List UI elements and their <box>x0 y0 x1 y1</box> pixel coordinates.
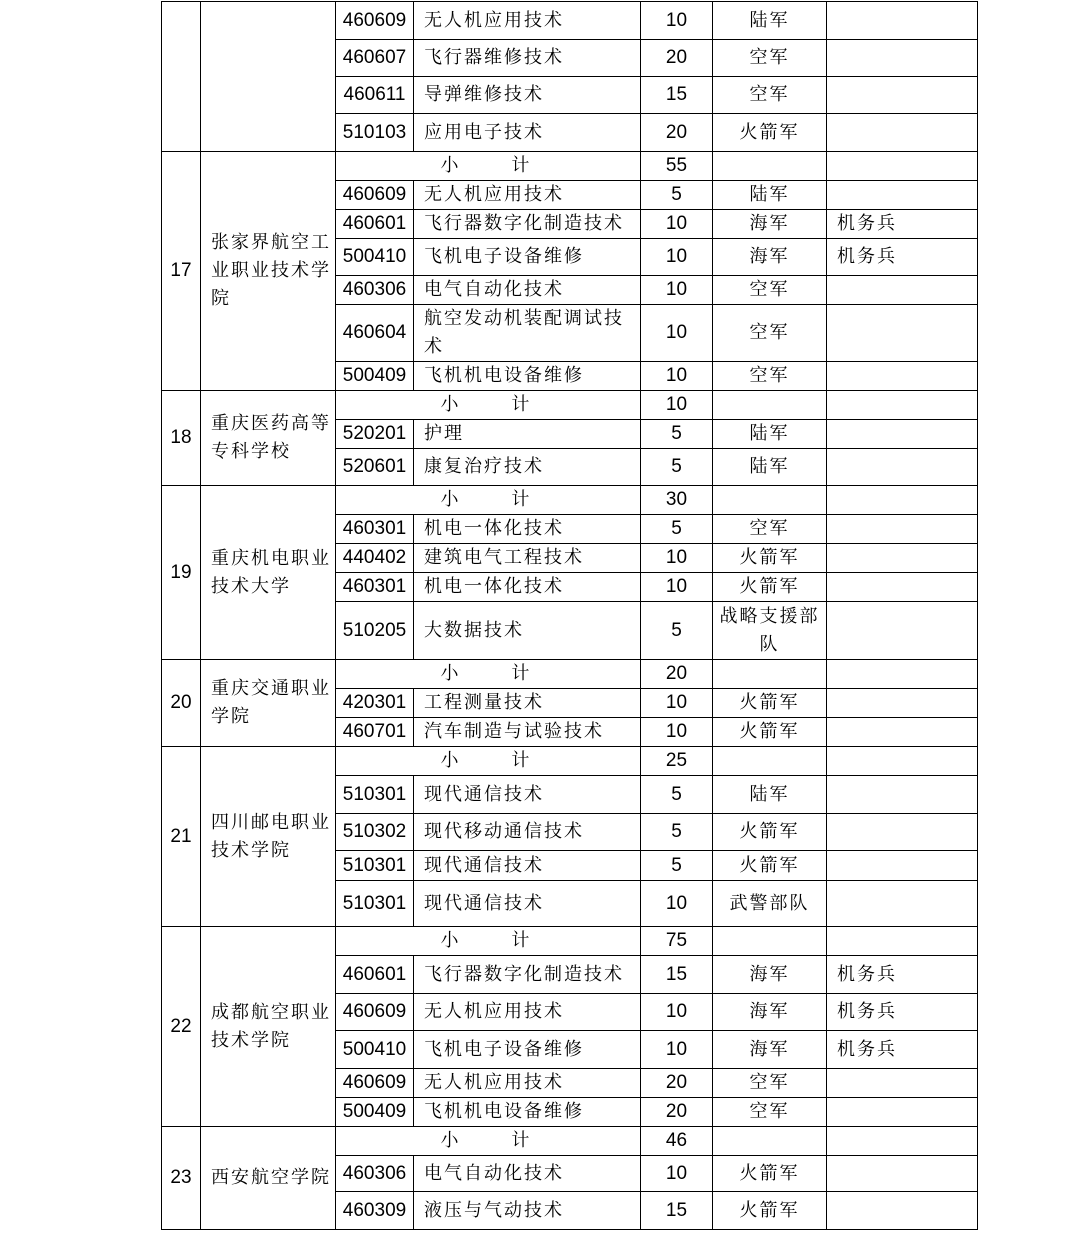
enrollment-count: 5 <box>641 851 713 881</box>
empty-cell <box>827 391 978 420</box>
row-number <box>162 2 201 152</box>
remark <box>827 1192 978 1230</box>
major-code: 460609 <box>336 2 414 40</box>
empty-cell <box>713 1127 827 1156</box>
major-name: 飞机机电设备维修 <box>414 362 641 391</box>
subtotal-row <box>162 927 978 956</box>
school-name: 张家界航空工业职业技术学院 <box>201 152 336 391</box>
table-row <box>162 2 978 40</box>
subtotal-label: 小 计 <box>336 486 641 515</box>
enrollment-count: 10 <box>641 239 713 276</box>
major-name: 机电一体化技术 <box>414 515 641 544</box>
school-name: 重庆交通职业学院 <box>201 660 336 747</box>
major-name: 汽车制造与试验技术 <box>414 718 641 747</box>
empty-cell <box>713 486 827 515</box>
enrollment-count: 10 <box>641 210 713 239</box>
remark <box>827 362 978 391</box>
major-code: 500410 <box>336 239 414 276</box>
empty-cell <box>827 486 978 515</box>
table-body <box>162 2 978 1230</box>
enrollment-count: 10 <box>641 276 713 305</box>
empty-cell <box>827 152 978 181</box>
enrollment-count: 10 <box>641 305 713 362</box>
major-code: 500409 <box>336 1098 414 1127</box>
school-name: 四川邮电职业技术学院 <box>201 747 336 927</box>
major-code: 460301 <box>336 515 414 544</box>
empty-cell <box>713 660 827 689</box>
major-code: 460607 <box>336 40 414 77</box>
service-branch: 空军 <box>713 77 827 114</box>
enrollment-count: 10 <box>641 2 713 40</box>
school-name: 重庆机电职业技术大学 <box>201 486 336 660</box>
major-name: 建筑电气工程技术 <box>414 544 641 573</box>
remark <box>827 718 978 747</box>
service-branch: 空军 <box>713 362 827 391</box>
remark <box>827 1069 978 1098</box>
major-code: 460309 <box>336 1192 414 1230</box>
service-branch: 陆军 <box>713 2 827 40</box>
subtotal-count: 75 <box>641 927 713 956</box>
remark <box>827 689 978 718</box>
empty-cell <box>827 660 978 689</box>
service-branch: 陆军 <box>713 181 827 210</box>
remark <box>827 515 978 544</box>
subtotal-count: 20 <box>641 660 713 689</box>
service-branch: 武警部队 <box>713 881 827 927</box>
major-name: 飞行器数字化制造技术 <box>414 210 641 239</box>
subtotal-row <box>162 660 978 689</box>
remark: 机务兵 <box>827 956 978 994</box>
row-number: 19 <box>162 486 201 660</box>
major-name: 电气自动化技术 <box>414 276 641 305</box>
subtotal-row <box>162 391 978 420</box>
major-code: 510302 <box>336 814 414 851</box>
enrollment-count: 10 <box>641 362 713 391</box>
service-branch: 战略支援部队 <box>713 602 827 660</box>
major-code: 510301 <box>336 851 414 881</box>
major-name: 现代通信技术 <box>414 881 641 927</box>
remark <box>827 776 978 814</box>
service-branch: 火箭军 <box>713 544 827 573</box>
empty-cell <box>713 152 827 181</box>
subtotal-row <box>162 486 978 515</box>
school-name: 成都航空职业技术学院 <box>201 927 336 1127</box>
major-code: 510103 <box>336 114 414 152</box>
remark <box>827 544 978 573</box>
school-name: 西安航空学院 <box>201 1127 336 1230</box>
major-code: 460611 <box>336 77 414 114</box>
service-branch: 空军 <box>713 40 827 77</box>
empty-cell <box>713 391 827 420</box>
enrollment-count: 10 <box>641 994 713 1031</box>
subtotal-count: 55 <box>641 152 713 181</box>
service-branch: 海军 <box>713 956 827 994</box>
subtotal-count: 46 <box>641 1127 713 1156</box>
service-branch: 空军 <box>713 1069 827 1098</box>
enrollment-count: 10 <box>641 1031 713 1069</box>
major-name: 机电一体化技术 <box>414 573 641 602</box>
major-code: 520201 <box>336 420 414 449</box>
major-code: 460306 <box>336 1156 414 1192</box>
remark <box>827 851 978 881</box>
major-name: 无人机应用技术 <box>414 994 641 1031</box>
service-branch: 火箭军 <box>713 1192 827 1230</box>
major-code: 500409 <box>336 362 414 391</box>
major-code: 510301 <box>336 881 414 927</box>
major-code: 500410 <box>336 1031 414 1069</box>
service-branch: 陆军 <box>713 449 827 486</box>
service-branch: 火箭军 <box>713 718 827 747</box>
subtotal-label: 小 计 <box>336 391 641 420</box>
enrollment-count: 10 <box>641 881 713 927</box>
empty-cell <box>827 1127 978 1156</box>
major-name: 现代移动通信技术 <box>414 814 641 851</box>
remark <box>827 420 978 449</box>
service-branch: 海军 <box>713 210 827 239</box>
major-name: 电气自动化技术 <box>414 1156 641 1192</box>
row-number: 17 <box>162 152 201 391</box>
major-name: 飞机机电设备维修 <box>414 1098 641 1127</box>
service-branch: 火箭军 <box>713 689 827 718</box>
remark <box>827 1098 978 1127</box>
major-code: 460701 <box>336 718 414 747</box>
major-name: 应用电子技术 <box>414 114 641 152</box>
remark <box>827 881 978 927</box>
remark <box>827 305 978 362</box>
remark <box>827 814 978 851</box>
enrollment-count: 20 <box>641 1069 713 1098</box>
empty-cell <box>713 747 827 776</box>
subtotal-count: 10 <box>641 391 713 420</box>
service-branch: 海军 <box>713 1031 827 1069</box>
service-branch: 陆军 <box>713 776 827 814</box>
major-name: 现代通信技术 <box>414 851 641 881</box>
major-code: 460601 <box>336 210 414 239</box>
major-code: 440402 <box>336 544 414 573</box>
service-branch: 火箭军 <box>713 814 827 851</box>
remark <box>827 2 978 40</box>
row-number: 20 <box>162 660 201 747</box>
major-name: 康复治疗技术 <box>414 449 641 486</box>
major-name: 航空发动机装配调试技术 <box>414 305 641 362</box>
major-code: 520601 <box>336 449 414 486</box>
major-name: 导弹维修技术 <box>414 77 641 114</box>
service-branch: 空军 <box>713 1098 827 1127</box>
service-branch: 火箭军 <box>713 114 827 152</box>
enrollment-count: 15 <box>641 77 713 114</box>
remark <box>827 276 978 305</box>
subtotal-row <box>162 747 978 776</box>
enrollment-count: 5 <box>641 814 713 851</box>
enrollment-count: 10 <box>641 573 713 602</box>
empty-cell <box>827 927 978 956</box>
major-name: 无人机应用技术 <box>414 2 641 40</box>
remark <box>827 602 978 660</box>
major-name: 飞行器维修技术 <box>414 40 641 77</box>
enrollment-count: 5 <box>641 181 713 210</box>
enrollment-count: 15 <box>641 956 713 994</box>
service-branch: 海军 <box>713 239 827 276</box>
enrollment-count: 5 <box>641 515 713 544</box>
major-code: 460306 <box>336 276 414 305</box>
major-code: 460609 <box>336 181 414 210</box>
row-number: 23 <box>162 1127 201 1230</box>
major-name: 大数据技术 <box>414 602 641 660</box>
remark: 机务兵 <box>827 210 978 239</box>
subtotal-label: 小 计 <box>336 1127 641 1156</box>
service-branch: 空军 <box>713 305 827 362</box>
remark <box>827 573 978 602</box>
empty-cell <box>713 927 827 956</box>
service-branch: 陆军 <box>713 420 827 449</box>
major-code: 460609 <box>336 994 414 1031</box>
major-code: 510301 <box>336 776 414 814</box>
enrollment-count: 5 <box>641 420 713 449</box>
service-branch: 火箭军 <box>713 851 827 881</box>
school-name: 重庆医药高等专科学校 <box>201 391 336 486</box>
enrollment-count: 20 <box>641 1098 713 1127</box>
enrollment-table <box>161 1 978 1230</box>
enrollment-count: 5 <box>641 449 713 486</box>
subtotal-label: 小 计 <box>336 152 641 181</box>
major-code: 510205 <box>336 602 414 660</box>
remark <box>827 40 978 77</box>
major-name: 护理 <box>414 420 641 449</box>
enrollment-count: 10 <box>641 689 713 718</box>
enrollment-count: 10 <box>641 544 713 573</box>
enrollment-count: 20 <box>641 114 713 152</box>
school-name <box>201 2 336 152</box>
major-name: 液压与气动技术 <box>414 1192 641 1230</box>
subtotal-row <box>162 152 978 181</box>
major-name: 工程测量技术 <box>414 689 641 718</box>
enrollment-count: 10 <box>641 1156 713 1192</box>
major-name: 飞机电子设备维修 <box>414 239 641 276</box>
major-name: 现代通信技术 <box>414 776 641 814</box>
row-number: 18 <box>162 391 201 486</box>
major-code: 460604 <box>336 305 414 362</box>
major-name: 无人机应用技术 <box>414 181 641 210</box>
subtotal-label: 小 计 <box>336 660 641 689</box>
remark: 机务兵 <box>827 1031 978 1069</box>
enrollment-count: 20 <box>641 40 713 77</box>
remark <box>827 77 978 114</box>
major-code: 460301 <box>336 573 414 602</box>
major-code: 460609 <box>336 1069 414 1098</box>
remark: 机务兵 <box>827 239 978 276</box>
subtotal-label: 小 计 <box>336 747 641 776</box>
subtotal-label: 小 计 <box>336 927 641 956</box>
service-branch: 火箭军 <box>713 573 827 602</box>
service-branch: 火箭军 <box>713 1156 827 1192</box>
empty-cell <box>827 747 978 776</box>
subtotal-row <box>162 1127 978 1156</box>
remark <box>827 114 978 152</box>
remark <box>827 449 978 486</box>
enrollment-count: 10 <box>641 718 713 747</box>
major-name: 飞机电子设备维修 <box>414 1031 641 1069</box>
enrollment-count: 15 <box>641 1192 713 1230</box>
remark <box>827 181 978 210</box>
major-name: 飞行器数字化制造技术 <box>414 956 641 994</box>
enrollment-count: 5 <box>641 776 713 814</box>
service-branch: 海军 <box>713 994 827 1031</box>
service-branch: 空军 <box>713 515 827 544</box>
major-code: 420301 <box>336 689 414 718</box>
row-number: 22 <box>162 927 201 1127</box>
service-branch: 空军 <box>713 276 827 305</box>
remark <box>827 1156 978 1192</box>
major-name: 无人机应用技术 <box>414 1069 641 1098</box>
major-code: 460601 <box>336 956 414 994</box>
subtotal-count: 25 <box>641 747 713 776</box>
subtotal-count: 30 <box>641 486 713 515</box>
row-number: 21 <box>162 747 201 927</box>
enrollment-count: 5 <box>641 602 713 660</box>
remark: 机务兵 <box>827 994 978 1031</box>
